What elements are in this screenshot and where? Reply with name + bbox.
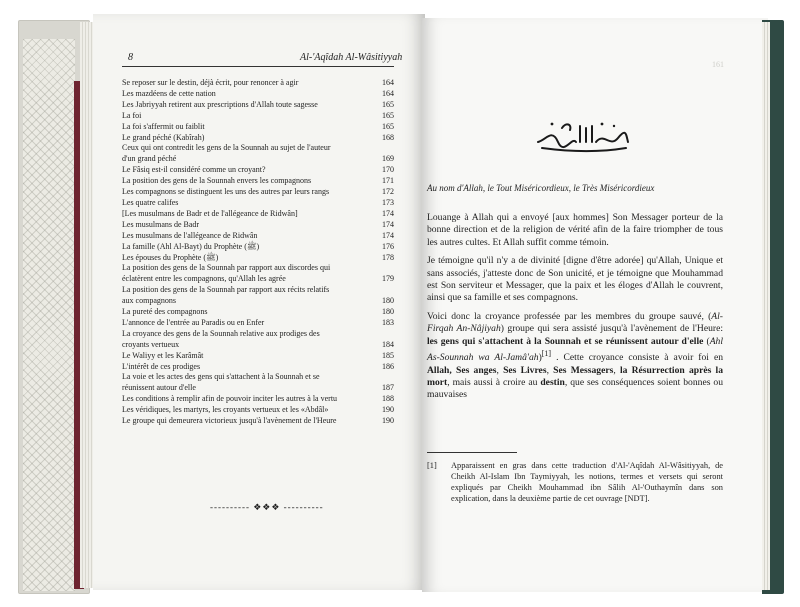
toc-row xyxy=(122,111,394,122)
toc-entry-page: 187 xyxy=(382,383,394,393)
toc-entry-title: Les quatre califes xyxy=(122,197,179,207)
toc-row xyxy=(122,154,394,165)
toc-row xyxy=(122,176,394,187)
toc-row xyxy=(122,351,394,362)
toc-row xyxy=(122,329,394,340)
toc-entry-title: La position des gens de la Sounnah envers les compagnons xyxy=(122,176,312,186)
toc-entry-page: 171 xyxy=(382,176,394,186)
toc-entry-page: 190 xyxy=(382,405,394,415)
toc-entry-page: 173 xyxy=(382,197,394,207)
toc-row xyxy=(122,362,394,373)
toc-entry-title: La foi s'affermit ou faiblit xyxy=(122,121,205,131)
toc-entry-page: 190 xyxy=(382,416,394,426)
toc-row xyxy=(122,416,394,427)
toc-entry-page: 183 xyxy=(382,317,394,327)
toc-row xyxy=(122,198,394,209)
toc-entry-title: La croyance des gens de la Sounnah relative aux prodiges des xyxy=(122,328,320,338)
toc-entry-title: Les musulmans de l'allégeance de Ridwân xyxy=(122,230,258,240)
toc-entry-page: 174 xyxy=(382,208,394,218)
toc-entry-title: La foi xyxy=(122,110,142,120)
toc-row xyxy=(122,285,394,296)
cover-lattice-pattern xyxy=(23,39,75,591)
toc-entry-title: croyants vertueux xyxy=(122,339,180,349)
toc-row xyxy=(122,318,394,329)
toc-row xyxy=(122,209,394,220)
toc-entry-title: aux compagnons xyxy=(122,296,176,306)
toc-entry-title: Les mazdéens de cette nation xyxy=(122,88,216,98)
toc-row xyxy=(122,100,394,111)
paragraph-praise: Louange à Allah qui a envoyé [aux hommes] Son Messager porteur de la bonne direction et de la religion de vérité afin de la faire triompher de tous les autres cultes. Et Allah suffit comme témoin. xyxy=(427,212,723,248)
toc-entry-title: La voie et les actes des gens qui s'attachent à la Sounnah et se xyxy=(122,372,320,382)
toc-entry-page: 164 xyxy=(382,88,394,98)
toc-entry-page: 165 xyxy=(382,121,394,131)
toc-entry-title: La pureté des compagnons xyxy=(122,307,208,317)
toc-entry-title: La position des gens de la Sounnah par rapport aux récits relatifs xyxy=(122,285,330,295)
toc-row xyxy=(122,263,394,274)
toc-entry-page: 176 xyxy=(382,241,394,251)
toc-row xyxy=(122,340,394,351)
toc-entry-page: 165 xyxy=(382,110,394,120)
toc-entry-title: éclatèrent entre les compagnons, qu'Allah les agrée xyxy=(122,274,286,284)
toc-entry-page: 170 xyxy=(382,165,394,175)
toc-row xyxy=(122,394,394,405)
toc-entry-page: 165 xyxy=(382,99,394,109)
paragraph-testimony: Je témoigne qu'il n'y a de divinité [digne d'être adorée] qu'Allah, Unique et sans associés, j'atteste donc de Son unicité, et je témoigne que Mouhammad est Son serviteur et Messager, que la paix et les éloges d'Allah le couvrent, ainsi que sa famille et ses compagnons. xyxy=(427,255,723,304)
toc-entry-title: [Les musulmans de Badr et de l'allégeance de Ridwân] xyxy=(122,208,298,218)
toc-entry-page: 180 xyxy=(382,296,394,306)
toc-entry-title: La famille (Ahl Al-Bayt) du Prophète (ﷺ) xyxy=(122,241,260,251)
toc-row xyxy=(122,231,394,242)
toc-entry-page: 180 xyxy=(382,307,394,317)
toc-entry-title: Les musulmans de Badr xyxy=(122,219,200,229)
basmala-translation: Au nom d'Allah, le Tout Miséricordieux, le Très Miséricordieux xyxy=(427,183,655,193)
toc-entry-title: Les compagnons se distinguent les uns des autres par leurs rangs xyxy=(122,187,330,197)
toc-entry-page: 184 xyxy=(382,339,394,349)
toc-row xyxy=(122,165,394,176)
footnote-text: Apparaissent en gras dans cette traduction d'Al-'Aqîdah Al-Wâsitiyyah, de Cheikh Al-Islam Ibn Taymiyyah, les notions, termes et versets qui seront expliqués par Cheikh Mouhammad ibn Sâlih Al-'Outhaymîn dans son explication, dans la deuxième partie de cet ouvrage [NDT]. xyxy=(451,461,723,503)
toc-row xyxy=(122,383,394,394)
toc-entry-title: d'un grand péché xyxy=(122,154,177,164)
toc-row xyxy=(122,274,394,285)
footnote xyxy=(427,460,723,504)
toc-entry-title: Le groupe qui demeurera victorieux jusqu'à l'avènement de l'Heure xyxy=(122,416,337,426)
toc-entry-page: 168 xyxy=(382,132,394,142)
toc-entry-page: 172 xyxy=(382,187,394,197)
toc-row xyxy=(122,143,394,154)
footnote-ref: [1] xyxy=(541,349,552,359)
toc-entry-page: 178 xyxy=(382,252,394,262)
main-text xyxy=(427,212,723,408)
toc-entry-page: 174 xyxy=(382,230,394,240)
toc-row xyxy=(122,405,394,416)
bleed-through-page-number: 161 xyxy=(712,60,724,69)
toc-entry-page: 185 xyxy=(382,350,394,360)
toc-row xyxy=(122,89,394,100)
right-page-edges xyxy=(762,22,770,590)
toc-entry-page: 188 xyxy=(382,394,394,404)
toc-entry-page: 174 xyxy=(382,219,394,229)
toc-entry-title: La position des gens de la Sounnah par rapport aux discordes qui xyxy=(122,263,331,273)
toc-entry-title: Le Waliyy et les Karâmât xyxy=(122,350,204,360)
toc-entry-title: Le Fâsiq est-il considéré comme un croyant? xyxy=(122,165,266,175)
toc-entry-title: Les épouses du Prophète (ﷺ) xyxy=(122,252,219,262)
toc-entry-page: 164 xyxy=(382,78,394,87)
footnote-marker: [1] xyxy=(427,461,437,470)
table-of-contents xyxy=(122,78,394,427)
toc-row xyxy=(122,78,394,89)
toc-entry-title: Se reposer sur le destin, déjà écrit, pour renoncer à agir xyxy=(122,78,299,87)
toc-row xyxy=(122,220,394,231)
ornament-divider: ---------- ❖❖❖ ---------- xyxy=(210,502,324,512)
toc-entry-title: Les Jabriyyah retirent aux prescriptions d'Allah toute sagesse xyxy=(122,99,318,109)
footnote-rule xyxy=(427,452,517,453)
toc-row xyxy=(122,187,394,198)
toc-row xyxy=(122,133,394,144)
toc-entry-title: réunissent autour d'elle xyxy=(122,383,196,393)
toc-row xyxy=(122,242,394,253)
toc-entry-page: 179 xyxy=(382,274,394,284)
toc-row xyxy=(122,122,394,133)
page-number: 8 xyxy=(128,52,133,63)
toc-entry-page: 186 xyxy=(382,361,394,371)
toc-row xyxy=(122,253,394,264)
running-title: Al-'Aqîdah Al-Wâsitiyyah xyxy=(300,52,403,63)
toc-row xyxy=(122,372,394,383)
toc-row xyxy=(122,296,394,307)
toc-entry-title: Les conditions à remplir afin de pouvoir inciter les autres à la vertu xyxy=(122,394,338,404)
toc-entry-page: 169 xyxy=(382,154,394,164)
toc-entry-title: Ceux qui ont contredit les gens de la Sounnah au sujet de l'auteur xyxy=(122,143,331,153)
toc-entry-title: Le grand péché (Kabîrah) xyxy=(122,132,205,142)
paragraph-creed: Voici donc la croyance professée par les membres du groupe sauvé, (Al-Firqah An-Nâjiyah) groupe qui sera assisté jusqu'à l'avènement de l'Heure: les gens qui s'attachent à la Sounnah et se réunissent autour d'elle (Ahl As-Sounnah wa Al-Jamâ'ah)[1] . Cette croyance consiste à avoir foi en Allah, Ses anges, Ses Livres, Ses Messagers, la Résurrection après la mort, mais aussi à croire au destin, que ses conséquences soient bonnes ou mauvaises xyxy=(427,310,724,401)
header-rule xyxy=(122,66,394,67)
basmala-calligraphy xyxy=(532,118,632,154)
toc-entry-title: L'annonce de l'entrée au Paradis ou en Enfer xyxy=(122,317,265,327)
toc-entry-title: L'intérêt de ces prodiges xyxy=(122,361,201,371)
toc-entry-title: Les véridiques, les martyrs, les croyants vertueux et les «Abdâl» xyxy=(122,405,329,415)
toc-row xyxy=(122,307,394,318)
